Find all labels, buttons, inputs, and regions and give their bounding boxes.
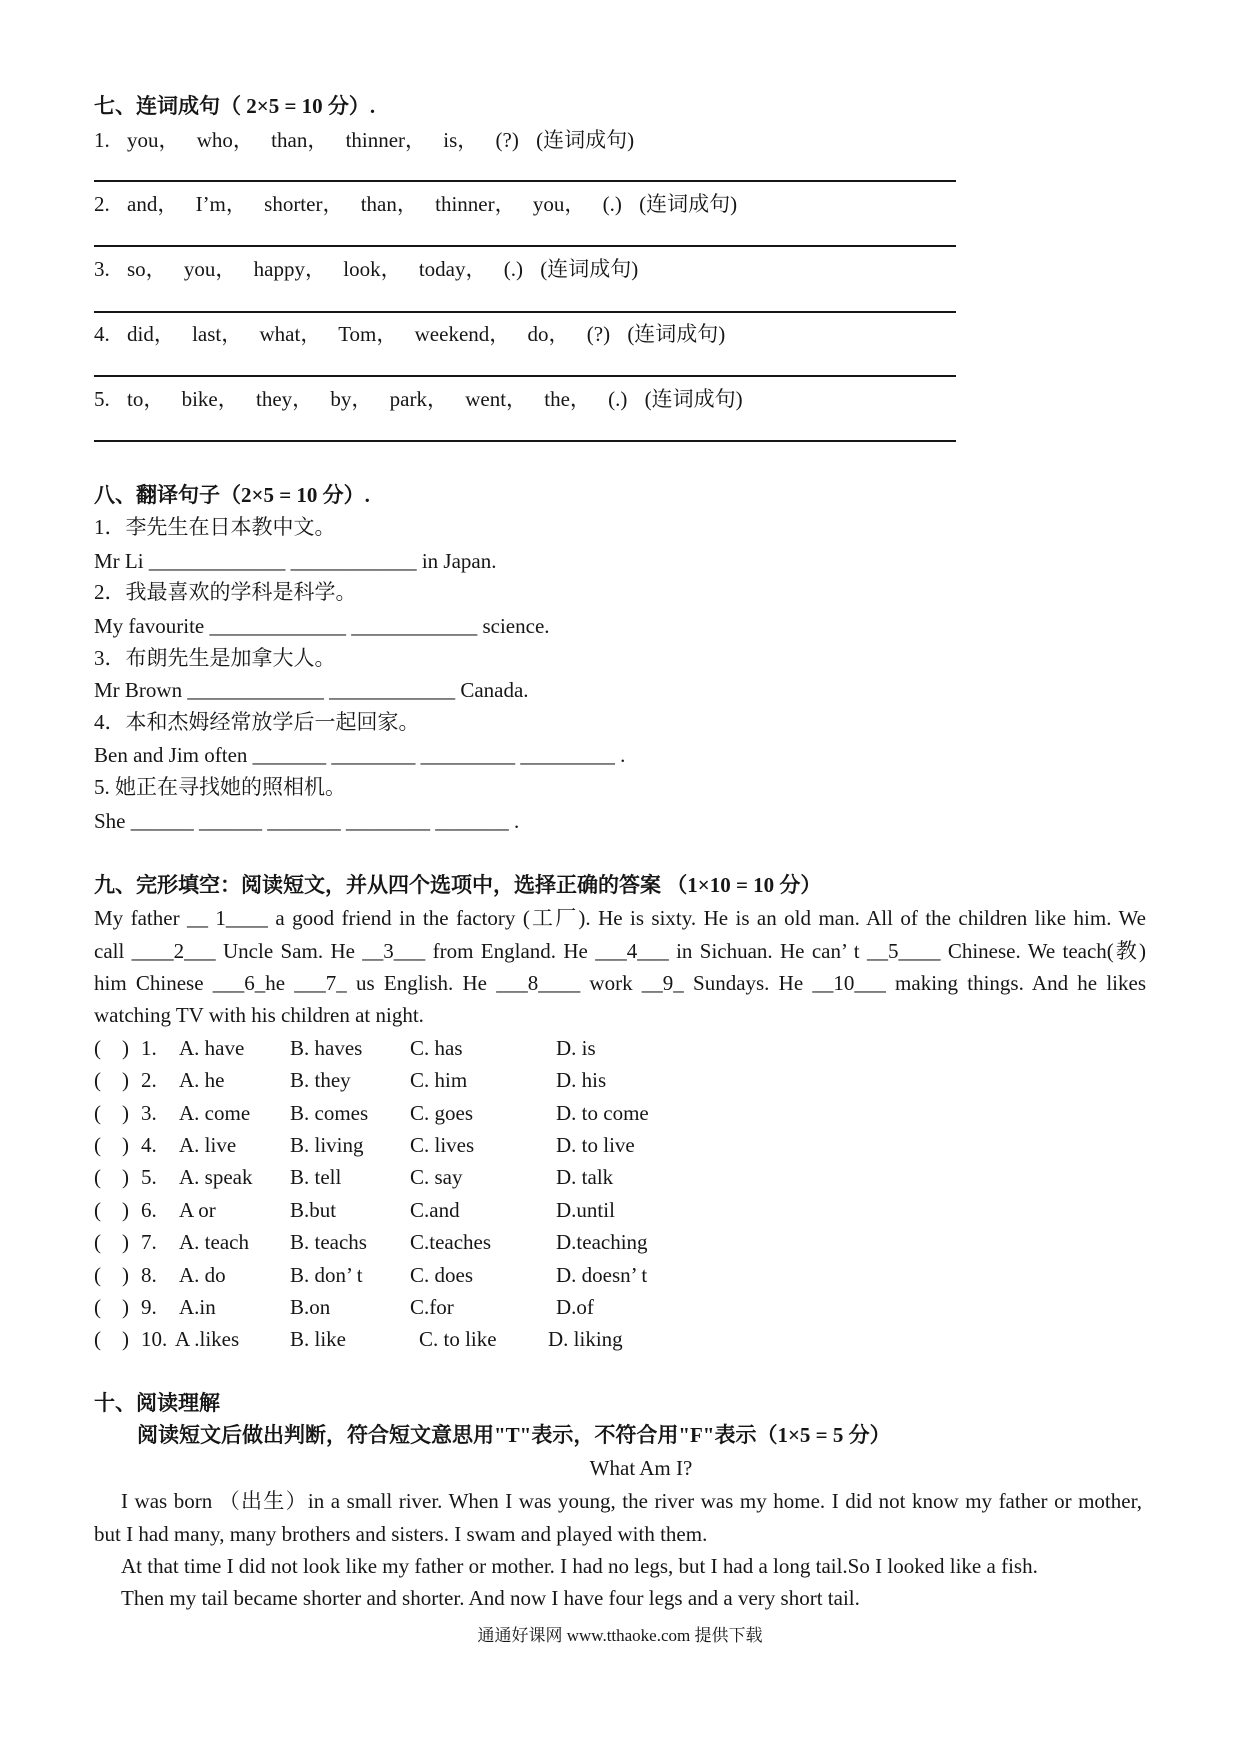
section-8-heading: 八、翻译句子（2×5 = 10 分）. (94, 483, 370, 507)
section-10-heading: 十、阅读理解 (94, 1391, 220, 1415)
question-number: 9. (141, 1295, 157, 1319)
reading-passage-line: but I had many, many brothers and sisters. I swam and played with them. (94, 1522, 708, 1546)
option-c: C.for (410, 1295, 454, 1319)
option-d: D.teaching (556, 1230, 648, 1254)
question-number: 1. (141, 1036, 157, 1060)
option-b: B. don’ t (290, 1263, 363, 1287)
answer-bracket: ( ) (94, 1068, 129, 1092)
section-9-heading: 九、完形填空：阅读短文，并从四个选项中，选择正确的答案 （1×10 = 10 分） (94, 873, 822, 897)
reorder-item-2: 2. and， I’m， shorter， than， thinner， you， (.) (连词成句) (94, 192, 738, 216)
cloze-question-row-4 (0, 1132, 1240, 1158)
option-d: D. is (556, 1036, 596, 1060)
cloze-question-row-10 (0, 1326, 1240, 1352)
option-c: C. has (410, 1036, 463, 1060)
option-c: C. goes (410, 1101, 473, 1125)
cloze-question-row-2 (0, 1067, 1240, 1093)
question-number: 7. (141, 1230, 157, 1254)
reorder-item-1: 1. you， who， than， thinner， is， (?) (连词成句) (94, 128, 635, 152)
option-a: A .likes (175, 1327, 240, 1351)
option-d: D.of (556, 1295, 594, 1319)
answer-bracket: ( ) (94, 1263, 129, 1287)
translation-answer-3: Mr Brown _____________ ____________ Canada. (94, 678, 529, 702)
question-number: 6. (141, 1198, 157, 1222)
question-number: 2. (141, 1068, 157, 1092)
cloze-question-row-3 (0, 1100, 1240, 1126)
option-d: D. to live (556, 1133, 635, 1157)
option-b: B. tell (290, 1165, 342, 1189)
option-d: D. talk (556, 1165, 614, 1189)
option-d: D. doesn’ t (556, 1263, 648, 1287)
option-c: C. say (410, 1165, 463, 1189)
cloze-question-row-8 (0, 1262, 1240, 1288)
footer-watermark: 通通好课网 www.tthaoke.com 提供下载 (477, 1626, 763, 1645)
option-d: D.until (556, 1198, 615, 1222)
reorder-item-5: 5. to， bike， they， by， park， went， the， (.) (连词成句) (94, 387, 743, 411)
translation-prompt-5: 5. 她正在寻找她的照相机。 (94, 775, 346, 799)
option-a: A. speak (179, 1165, 253, 1189)
translation-prompt-3: 3．布朗先生是加拿大人。 (94, 646, 336, 670)
reading-passage-line: At that time I did not look like my father or mother. I had no legs, but I had a long tail.So I looked like a fish. (121, 1554, 1038, 1578)
question-number: 8. (141, 1263, 157, 1287)
section-7-heading: 七、连词成句（ 2×5 = 10 分）. (94, 94, 376, 118)
option-c: C. him (410, 1068, 468, 1092)
option-a: A. come (179, 1101, 251, 1125)
answer-bracket: ( ) (94, 1133, 129, 1157)
option-a: A. teach (179, 1230, 249, 1254)
translation-answer-1: Mr Li _____________ ____________ in Japan. (94, 549, 497, 573)
cloze-question-row-1 (0, 1035, 1240, 1061)
reorder-item-3: 3. so， you， happy， look， today， (.) (连词成句) (94, 257, 639, 281)
cloze-question-row-7 (0, 1229, 1240, 1255)
translation-prompt-1: 1．李先生在日本教中文。 (94, 515, 336, 539)
option-c: C.and (410, 1198, 460, 1222)
cloze-passage-line: him Chinese ___6_he ___7_ us English. He ___8____ work __9_ Sundays. He __10___ making things. And he likes (94, 971, 1146, 995)
option-a: A. live (179, 1133, 237, 1157)
option-b: B. like (290, 1327, 346, 1351)
answer-line (94, 311, 956, 313)
question-number: 10. (141, 1327, 168, 1351)
option-d: D. his (556, 1068, 607, 1092)
cloze-question-row-5 (0, 1164, 1240, 1190)
cloze-question-row-9 (0, 1294, 1240, 1320)
answer-line (94, 440, 956, 442)
option-b: B.but (290, 1198, 337, 1222)
option-b: B. haves (290, 1036, 363, 1060)
translation-answer-2: My favourite _____________ ____________ science. (94, 614, 550, 638)
cloze-passage-line: call ____2___ Uncle Sam. He __3___ from England. He ___4___ in Sichuan. He can’ t __5____ Chinese. We teach(教) (94, 939, 1146, 963)
answer-bracket: ( ) (94, 1165, 129, 1189)
reading-passage-line: I was born （出生）in a small river. When I was young, the river was my home. I did not know my father or mother, (121, 1489, 1142, 1513)
answer-bracket: ( ) (94, 1198, 129, 1222)
option-a: A.in (179, 1295, 216, 1319)
option-b: B. living (290, 1133, 364, 1157)
option-d: D. liking (548, 1327, 623, 1351)
answer-line (94, 375, 956, 377)
question-number: 4. (141, 1133, 157, 1157)
reading-title: What Am I? (589, 1456, 693, 1480)
answer-bracket: ( ) (94, 1230, 129, 1254)
translation-prompt-4: 4．本和杰姆经常放学后一起回家。 (94, 710, 420, 734)
option-c: C. does (410, 1263, 473, 1287)
option-b: B.on (290, 1295, 331, 1319)
answer-line (94, 180, 956, 182)
cloze-passage-line: My father __ 1____ a good friend in the factory (工厂). He is sixty. He is an old man. All of the children like him. We (94, 906, 1146, 930)
translation-prompt-2: 2．我最喜欢的学科是科学。 (94, 580, 357, 604)
option-c: C. to like (419, 1327, 497, 1351)
option-b: B. teachs (290, 1230, 367, 1254)
question-number: 3. (141, 1101, 157, 1125)
question-number: 5. (141, 1165, 157, 1189)
option-d: D. to come (556, 1101, 649, 1125)
option-a: A. do (179, 1263, 226, 1287)
cloze-question-row-6 (0, 1197, 1240, 1223)
translation-answer-5: She ______ ______ _______ ________ _______ . (94, 809, 520, 833)
answer-bracket: ( ) (94, 1036, 129, 1060)
option-c: C. lives (410, 1133, 475, 1157)
reading-instruction: 阅读短文后做出判断，符合短文意思用"T"表示，不符合用"F"表示（1×5 = 5 分） (137, 1423, 891, 1447)
option-a: A or (179, 1198, 216, 1222)
translation-answer-4: Ben and Jim often _______ ________ _________ _________ . (94, 743, 626, 767)
option-c: C.teaches (410, 1230, 492, 1254)
reading-passage-line: Then my tail became shorter and shorter. And now I have four legs and a very short tail. (121, 1586, 860, 1610)
answer-line (94, 245, 956, 247)
option-b: B. comes (290, 1101, 369, 1125)
reorder-item-4: 4. did， last， what， Tom， weekend， do， (?) (连词成句) (94, 322, 726, 346)
answer-bracket: ( ) (94, 1101, 129, 1125)
cloze-passage-line: watching TV with his children at night. (94, 1003, 424, 1027)
answer-bracket: ( ) (94, 1327, 129, 1351)
answer-bracket: ( ) (94, 1295, 129, 1319)
option-a: A. he (179, 1068, 225, 1092)
option-b: B. they (290, 1068, 351, 1092)
option-a: A. have (179, 1036, 245, 1060)
